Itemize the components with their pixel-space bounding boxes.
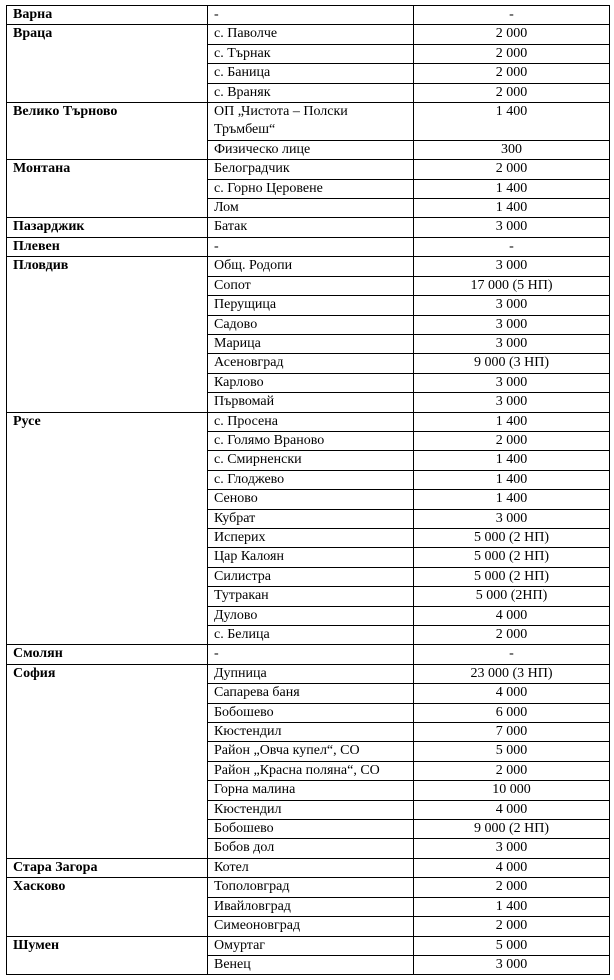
- place-cell: с. Глоджево: [208, 470, 414, 489]
- place-cell: с. Белица: [208, 626, 414, 645]
- place-cell: Омуртаг: [208, 936, 414, 955]
- table-row: [7, 6, 610, 25]
- region-cell: Шумен: [7, 936, 208, 975]
- place-cell: Кюстендил: [208, 723, 414, 742]
- amount-cell: 7 000: [414, 723, 610, 742]
- amount-cell: 3 000: [414, 393, 610, 412]
- amount-cell: 17 000 (5 НП): [414, 276, 610, 295]
- amount-cell: -: [414, 645, 610, 664]
- table-row: [7, 25, 610, 44]
- place-cell: -: [208, 645, 414, 664]
- amount-cell: -: [414, 237, 610, 256]
- amount-cell: 9 000 (2 НП): [414, 820, 610, 839]
- region-cell: Стара Загора: [7, 858, 208, 877]
- amount-cell: 23 000 (3 НП): [414, 664, 610, 683]
- place-cell: ОП „Чистота – Полски Тръмбеш“: [208, 103, 414, 141]
- table-row: [7, 412, 610, 431]
- amount-cell: 5 000 (2НП): [414, 587, 610, 606]
- place-cell: Лом: [208, 199, 414, 218]
- amount-cell: 3 000: [414, 218, 610, 237]
- place-cell: Сапарева баня: [208, 684, 414, 703]
- place-cell: Симеоновград: [208, 917, 414, 936]
- place-cell: Общ. Родопи: [208, 257, 414, 276]
- region-cell: Монтана: [7, 160, 208, 218]
- place-cell: Исперих: [208, 528, 414, 547]
- data-table: [6, 5, 610, 975]
- place-cell: Садово: [208, 315, 414, 334]
- amount-cell: 2 000: [414, 878, 610, 897]
- region-cell: Пловдив: [7, 257, 208, 412]
- amount-cell: 1 400: [414, 179, 610, 198]
- table-row: [7, 103, 610, 141]
- place-cell: Перущица: [208, 296, 414, 315]
- amount-cell: 4 000: [414, 800, 610, 819]
- amount-cell: 5 000 (2 НП): [414, 528, 610, 547]
- table-row: [7, 645, 610, 664]
- place-cell: Ивайловград: [208, 897, 414, 916]
- place-cell: Цар Калоян: [208, 548, 414, 567]
- amount-cell: 2 000: [414, 44, 610, 63]
- table-row: [7, 237, 610, 256]
- region-cell: Враца: [7, 25, 208, 103]
- amount-cell: 2 000: [414, 431, 610, 450]
- place-cell: Белоградчик: [208, 160, 414, 179]
- amount-cell: 1 400: [414, 199, 610, 218]
- amount-cell: 4 000: [414, 858, 610, 877]
- amount-cell: 5 000: [414, 742, 610, 761]
- place-cell: Асеновград: [208, 354, 414, 373]
- region-cell: Пазарджик: [7, 218, 208, 237]
- amount-cell: 4 000: [414, 606, 610, 625]
- place-cell: с. Смирненски: [208, 451, 414, 470]
- place-cell: Бобов дол: [208, 839, 414, 858]
- place-cell: с. Голямо Враново: [208, 431, 414, 450]
- place-cell: Район „Красна поляна“, СО: [208, 761, 414, 780]
- place-cell: Район „Овча купел“, СО: [208, 742, 414, 761]
- place-cell: Физическо лице: [208, 140, 414, 159]
- place-cell: Силистра: [208, 567, 414, 586]
- region-cell: Варна: [7, 6, 208, 25]
- table-row: [7, 664, 610, 683]
- amount-cell: 1 400: [414, 451, 610, 470]
- table-row: [7, 858, 610, 877]
- amount-cell: 3 000: [414, 315, 610, 334]
- amount-cell: 3 000: [414, 509, 610, 528]
- table-row: [7, 878, 610, 897]
- amount-cell: 1 400: [414, 103, 610, 141]
- place-cell: с. Просена: [208, 412, 414, 431]
- place-cell: Марица: [208, 334, 414, 353]
- amount-cell: 3 000: [414, 839, 610, 858]
- table-body: [7, 6, 610, 975]
- place-cell: Венец: [208, 955, 414, 974]
- amount-cell: 3 000: [414, 334, 610, 353]
- place-cell: Кюстендил: [208, 800, 414, 819]
- amount-cell: 1 400: [414, 490, 610, 509]
- amount-cell: 2 000: [414, 83, 610, 102]
- place-cell: Бобошево: [208, 703, 414, 722]
- amount-cell: 3 000: [414, 955, 610, 974]
- amount-cell: 9 000 (3 НП): [414, 354, 610, 373]
- place-cell: Дулово: [208, 606, 414, 625]
- region-cell: Смолян: [7, 645, 208, 664]
- place-cell: Кубрат: [208, 509, 414, 528]
- amount-cell: 6 000: [414, 703, 610, 722]
- place-cell: с. Търнак: [208, 44, 414, 63]
- place-cell: Батак: [208, 218, 414, 237]
- place-cell: -: [208, 6, 414, 25]
- amount-cell: 1 400: [414, 897, 610, 916]
- amount-cell: 5 000: [414, 936, 610, 955]
- place-cell: Бобошево: [208, 820, 414, 839]
- place-cell: Карлово: [208, 373, 414, 392]
- place-cell: Сеново: [208, 490, 414, 509]
- region-cell: София: [7, 664, 208, 858]
- place-cell: с. Горно Церовене: [208, 179, 414, 198]
- place-cell: Тополовград: [208, 878, 414, 897]
- amount-cell: 3 000: [414, 373, 610, 392]
- amount-cell: 1 400: [414, 412, 610, 431]
- table-row: [7, 160, 610, 179]
- place-cell: -: [208, 237, 414, 256]
- place-cell: Котел: [208, 858, 414, 877]
- place-cell: с. Враняк: [208, 83, 414, 102]
- place-cell: Първомай: [208, 393, 414, 412]
- table-row: [7, 218, 610, 237]
- place-cell: Дупница: [208, 664, 414, 683]
- region-cell: Хасково: [7, 878, 208, 936]
- region-cell: Плевен: [7, 237, 208, 256]
- amount-cell: 2 000: [414, 64, 610, 83]
- amount-cell: 10 000: [414, 781, 610, 800]
- amount-cell: 2 000: [414, 761, 610, 780]
- amount-cell: 2 000: [414, 917, 610, 936]
- place-cell: с. Паволче: [208, 25, 414, 44]
- place-cell: Горна малина: [208, 781, 414, 800]
- amount-cell: 2 000: [414, 626, 610, 645]
- place-cell: Сопот: [208, 276, 414, 295]
- table-row: [7, 936, 610, 955]
- place-cell: Тутракан: [208, 587, 414, 606]
- table-row: [7, 257, 610, 276]
- amount-cell: 3 000: [414, 257, 610, 276]
- region-cell: Велико Търново: [7, 103, 208, 160]
- amount-cell: 3 000: [414, 296, 610, 315]
- region-cell: Русе: [7, 412, 208, 645]
- place-cell: с. Баница: [208, 64, 414, 83]
- amount-cell: 300: [414, 140, 610, 159]
- amount-cell: -: [414, 6, 610, 25]
- amount-cell: 1 400: [414, 470, 610, 489]
- amount-cell: 5 000 (2 НП): [414, 548, 610, 567]
- amount-cell: 2 000: [414, 25, 610, 44]
- amount-cell: 4 000: [414, 684, 610, 703]
- amount-cell: 2 000: [414, 160, 610, 179]
- amount-cell: 5 000 (2 НП): [414, 567, 610, 586]
